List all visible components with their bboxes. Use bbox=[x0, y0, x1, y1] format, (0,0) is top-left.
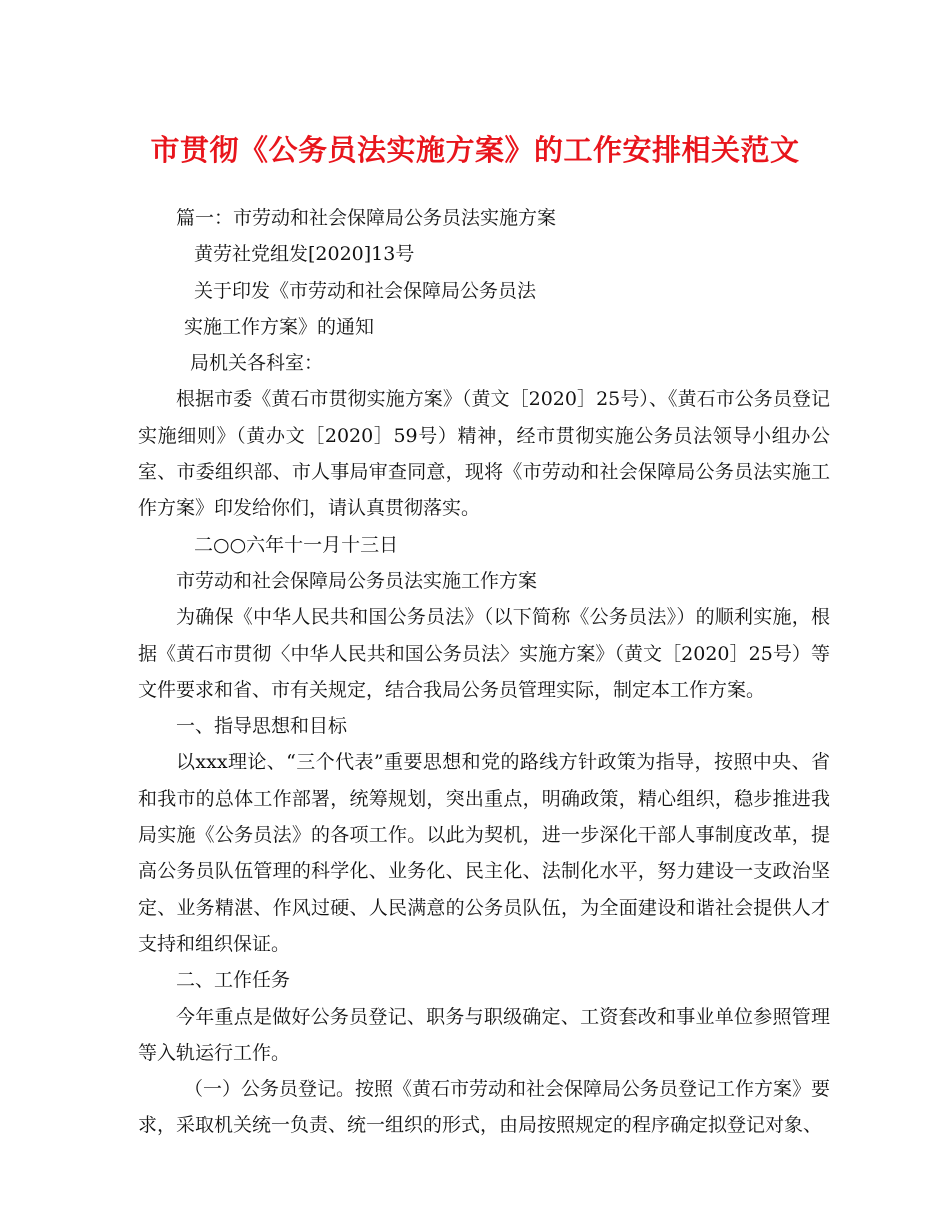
plan-title: 市劳动和社会保障局公务员法实施工作方案 bbox=[176, 569, 538, 592]
paragraph: 今年重点是做好公务员登记、职务与职级确定、工资套改和事业单位参照管理等入轨运行工作。 bbox=[138, 1005, 830, 1064]
section-heading: 二、工作任务 bbox=[176, 969, 291, 992]
document-body bbox=[138, 200, 830, 1144]
paragraph: 根据市委《黄石市贯彻实施方案》（黄文［2020］25号）、《黄石市公务员登记实施细则》（黄办文［2020］59号）精神，经市贯彻实施公务员法领导小组办公室、市委组织部、市人事局审查同意，现将《市劳动和社会保障局公务员法实施工作方案》印发给你们，请认真贯彻落实。 bbox=[138, 388, 830, 520]
notice-title-line-2: 实施工作方案》的通知 bbox=[184, 315, 375, 338]
section-heading: 一、指导思想和目标 bbox=[176, 715, 348, 738]
document-number: 黄劳社党组发[2020]13号 bbox=[194, 243, 415, 266]
date-line: 二○○六年十一月十三日 bbox=[194, 533, 399, 556]
section-heading: 篇一：市劳动和社会保障局公务员法实施方案 bbox=[176, 207, 557, 229]
paragraph: 为确保《中华人民共和国公务员法》（以下简称《公务员法》）的顺利实施，根据《黄石市贯彻〈中华人民共和国公务员法〉实施方案》（黄文［2020］25号）等文件要求和省、市有关规定，结合我局公务员管理实际，制定本工作方案。 bbox=[138, 606, 830, 701]
paragraph: （一）公务员登记。按照《黄石市劳动和社会保障局公务员登记工作方案》要求，采取机关统一负责、统一组织的形式，由局按照规定的程序确定拟登记对象、 bbox=[138, 1078, 831, 1137]
document-title: 市贯彻《公务员法实施方案》的工作安排相关范文 bbox=[150, 133, 800, 167]
paragraph: 以xxx理论、“三个代表”重要思想和党的路线方针政策为指导，按照中央、省和我市的总体工作部署，统筹规划，突出重点，明确政策，精心组织，稳步推进我局实施《公务员法》的各项工作。以此为契机，进一步深化干部人事制度改革，提高公务员队伍管理的科学化、业务化、民主化、法制化水平，努力建设一支政治坚定、业务精湛、作风过硬、人民满意的公务员队伍，为全面建设和谐社会提供人才支持和组织保证。 bbox=[138, 751, 830, 955]
addressee: 局机关各科室： bbox=[190, 352, 324, 375]
notice-title-line-1: 关于印发《市劳动和社会保障局公务员法 bbox=[194, 279, 537, 302]
